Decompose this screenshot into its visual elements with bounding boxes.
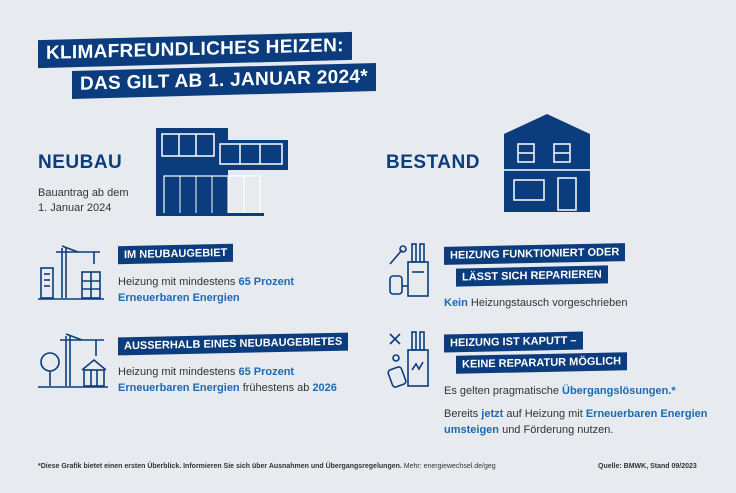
neubau-heading: NEUBAU — [38, 152, 123, 173]
title-line-2: DAS GILT AB 1. JANUAR 2024* — [72, 63, 376, 99]
neubau-subtitle-line-2: 1. Januar 2024 — [38, 202, 112, 214]
bestand-case2-tag-1: HEIZUNG IST KAPUTT – — [444, 332, 583, 353]
bestand-heading: BESTAND — [386, 152, 480, 173]
bestand-case1-tag-1: HEIZUNG FUNKTIONIERT ODER — [444, 243, 625, 265]
bestand-case2-h1: Übergangslösungen.* — [562, 385, 676, 397]
bestand-case1-tag-2: LÄSST SICH REPARIEREN — [456, 265, 608, 286]
neubau-subtitle — [38, 186, 129, 216]
neubau-case1-h2: Erneuerbaren Energien — [118, 292, 240, 304]
footer-source: Quelle: BMWK, Stand 09/2023 — [598, 463, 697, 470]
bestand-case2-t4: und Förderung nutzen. — [499, 424, 614, 436]
bestand-case2-text-1 — [444, 383, 676, 399]
footer-note — [38, 463, 496, 470]
broken-boiler-icon — [386, 330, 436, 392]
neubau-case2-h3: 2026 — [312, 382, 337, 394]
neubau-case1-tag: IM NEUBAUGEBIET — [118, 244, 233, 264]
modern-house-icon — [154, 126, 294, 218]
tree-crane-house-icon — [38, 330, 110, 388]
traditional-house-icon — [500, 112, 594, 214]
bestand-case2-h4: umsteigen — [444, 424, 500, 436]
bestand-case2-t2: Bereits — [444, 408, 482, 420]
bestand-case2-text-2 — [444, 406, 708, 438]
neubau-case2-t1: Heizung mit mindestens — [118, 366, 239, 378]
neubau-case1-t1: Heizung mit mindestens — [118, 276, 239, 288]
crane-buildings-icon — [38, 242, 108, 300]
bestand-case2-h3: Erneuerbaren Energien — [585, 408, 708, 420]
bestand-case1-text — [444, 295, 627, 311]
bestand-case1-t1: Heizungstausch vorgeschrieben — [467, 297, 628, 309]
footer-note-text: *Diese Grafik bietet einen ersten Überblick. Informieren Sie sich über Ausnahmen und Übergangsregelungen. — [38, 463, 402, 470]
bestand-case1-h1: Kein — [444, 297, 468, 309]
footer-more-link[interactable]: Mehr: energiewechsel.de/geg — [401, 463, 496, 470]
neubau-case1-text — [118, 274, 294, 306]
neubau-case1-h1: 65 Prozent — [238, 276, 295, 288]
bestand-case2-t3: auf Heizung mit — [503, 408, 586, 420]
neubau-case2-h1: 65 Prozent — [238, 366, 295, 378]
neubau-case2-h2: Erneuerbaren Energien — [118, 382, 240, 394]
neubau-subtitle-line-1: Bauantrag ab dem — [38, 187, 129, 199]
bestand-case2-t1: Es gelten pragmatische — [444, 385, 563, 397]
wrench-boiler-icon — [386, 242, 436, 300]
title-line-1: KLIMAFREUNDLICHES HEIZEN: — [38, 32, 352, 68]
neubau-case2-tag: AUSSERHALB EINES NEUBAUGEBIETES — [118, 333, 348, 356]
bestand-case2-tag-2: KEINE REPARATUR MÖGLICH — [456, 352, 627, 374]
neubau-case2-text — [118, 364, 337, 396]
bestand-case2-h2: jetzt — [481, 408, 504, 420]
neubau-case2-t2: frühestens ab — [239, 382, 313, 394]
